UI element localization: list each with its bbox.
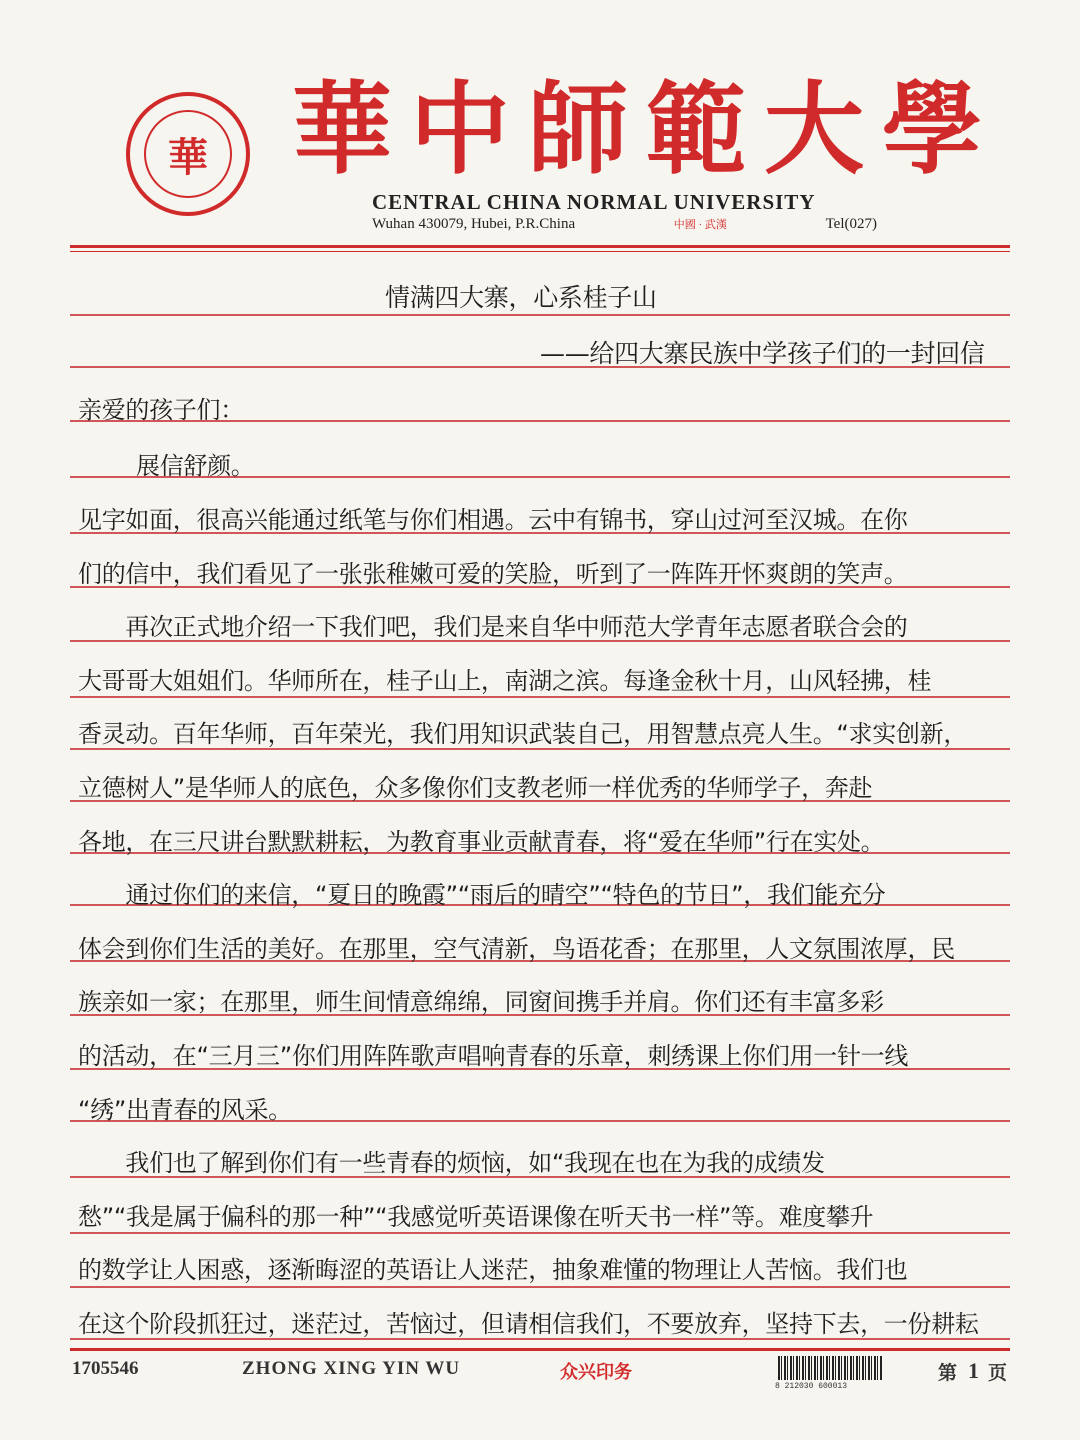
- footer-rule: [70, 1348, 1010, 1351]
- letter-line: 们的信中，我们看见了一张张稚嫩可爱的笑脸，听到了一阵阵开怀爽朗的笑声。: [78, 559, 908, 588]
- letter-title: 情满四大寨，心系桂子山: [385, 283, 657, 312]
- letter-line: 大哥哥大姐姐们。华师所在，桂子山上，南湖之滨。每逢金秋十月，山风轻拂，桂: [78, 666, 932, 695]
- page-number: 1: [968, 1358, 979, 1383]
- barcode-number: 8 212030 600013: [775, 1382, 848, 1391]
- letter-line: 立德树人”是华师人的底色，众多像你们支教老师一样优秀的华师学子，奔赴: [78, 774, 873, 802]
- university-tel: Tel(027): [825, 216, 877, 232]
- letter-line: 的数学让人困惑，逐渐晦涩的英语让人迷茫，抽象难懂的物理让人苦恼。我们也: [78, 1256, 908, 1285]
- letter-line: 通过你们的来信，“夏日的晚霞”“雨后的晴空”“特色的节日”，我们能充分: [78, 881, 886, 910]
- footer-brand-en: ZHONG XING YIN WU: [242, 1358, 461, 1379]
- university-name-char: 大: [764, 70, 864, 188]
- ruled-line: [70, 696, 1010, 698]
- letter-line: 愁”“我是属于偏科的那一种”“我感觉听英语课像在听天书一样”等。难度攀升: [78, 1202, 874, 1231]
- university-name-char: 範: [646, 70, 746, 188]
- ruled-line: [70, 1232, 1010, 1234]
- letter-line: 各地，在三尺讲台默默耕耘，为教育事业贡献青春，将“爱在华师”行在实处。: [78, 827, 885, 856]
- letter-greeting: 展信舒颜。: [136, 452, 255, 480]
- letter-line: 体会到你们生活的美好。在那里，空气清新，鸟语花香；在那里，人文氛围浓厚，民: [78, 934, 955, 963]
- university-name-char: 學: [882, 70, 982, 188]
- letter-line: “绣”出青春的风采。: [78, 1095, 292, 1124]
- page-label: 第: [938, 1363, 958, 1384]
- letter-line: 的活动，在“三月三”你们用阵阵歌声唱响青春的乐章，刺绣课上你们用一针一线: [78, 1042, 909, 1070]
- letter-salutation: 亲爱的孩子们：: [78, 396, 244, 424]
- university-name-char: 師: [528, 70, 628, 188]
- letter-line: 在这个阶段抓狂过，迷茫过，苦恼过，但请相信我们，不要放弃，坚持下去，一份耕耘: [78, 1310, 979, 1338]
- letter-line: 香灵动。百年华师，百年荣光，我们用知识武装自己，用智慧点亮人生。“求实创新，: [78, 720, 968, 749]
- university-address: Wuhan 430079, Hubei, P.R.China: [372, 216, 576, 232]
- university-city-cn: 中國 · 武漢: [673, 219, 727, 231]
- letter-line: 见字如面，很高兴能通过纸笔与你们相遇。云中有锦书，穿山过河至汉城。在你: [78, 506, 908, 534]
- letter-subtitle: ——给四大寨民族中学孩子们的一封回信: [540, 339, 985, 368]
- university-name-char: 華: [292, 70, 392, 188]
- seal-glyph: 華: [144, 110, 232, 198]
- letter-line: 再次正式地介绍一下我们吧，我们是来自华中师范大学青年志愿者联合会的: [78, 613, 908, 642]
- footer-code: 1705546: [72, 1358, 139, 1379]
- letter-line: 我们也了解到你们有一些青春的烦恼，如“我现在也在为我的成绩发: [78, 1149, 825, 1178]
- letter-line: 族亲如一家；在那里，师生间情意绵绵，同窗间携手并肩。你们还有丰富多彩: [78, 988, 884, 1017]
- university-name-char: 中: [410, 70, 510, 188]
- footer-brand-cn: 众兴印务: [560, 1362, 632, 1383]
- ruled-line: [70, 314, 1010, 316]
- barcode-icon: [778, 1356, 882, 1380]
- page-suffix: 页: [988, 1363, 1008, 1384]
- university-name-en: CENTRAL CHINA NORMAL UNIVERSITY: [372, 190, 816, 214]
- ruled-line: [70, 1286, 1010, 1288]
